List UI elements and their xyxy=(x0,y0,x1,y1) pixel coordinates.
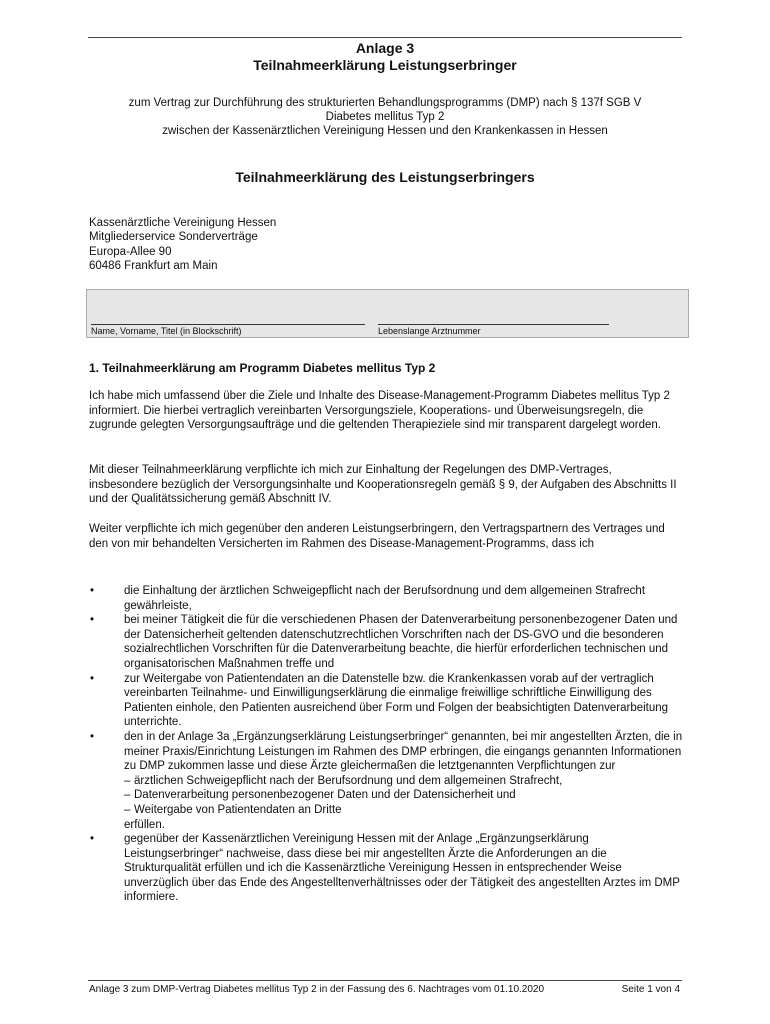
intro-line-2: Diabetes mellitus Typ 2 xyxy=(325,111,445,123)
footer-document-reference: Anlage 3 zum DMP-Vertrag Diabetes mellitus Typ 2 in der Fassung des 6. Nachtrages vom 01.10.2020 xyxy=(89,984,545,995)
section-1-heading: 1. Teilnahmeerklärung am Programm Diabetes mellitus Typ 2 xyxy=(89,361,436,375)
address-line-3: Europa-Allee 90 xyxy=(89,245,172,258)
intro-line-3: zwischen der Kassenärztlichen Vereinigung Hessen und den Krankenkassen in Hessen xyxy=(162,125,608,137)
list-item xyxy=(89,613,683,671)
list-item-text: zur Weitergabe von Patientendaten an die Datenstelle bzw. die Krankenkassen vorab auf der vertraglich vereinbarten Teilnahme- und Einwilligungserklärung die einmalige freiwillige schriftliche Einwilligung des Patienten einhole, den Patienten ausreichend über Form und Folgen der beabsichtigten Datenverarbeitung unterrichte. xyxy=(124,672,669,729)
document-header xyxy=(88,40,682,74)
paragraph-2: Mit dieser Teilnahmeerklärung verpflichte ich mich zur Einhaltung der Regelungen des DMP-Vertrages, insbesondere bezüglich der Versorgungsinhalte und Kooperationsregeln gemäß § 9, der Aufgaben des Abschnitts II und der Qualitätssicherung gemäß Abschnitt IV. xyxy=(89,464,677,506)
sub-item-text: Datenverarbeitung personenbezogener Daten und der Datensicherheit und xyxy=(134,789,516,802)
sub-list-tail: erfüllen. xyxy=(124,818,165,831)
list-item-text: die Einhaltung der ärztlichen Schweigepflicht nach der Berufsordnung und dem allgemeinen Strafrecht gewährleiste, xyxy=(124,585,646,612)
main-heading: Teilnahmeerklärung des Leistungserbringers xyxy=(235,169,535,185)
sub-item-text: ärztlichen Schweigepflicht nach der Berufsordnung und dem allgemeinen Strafrecht, xyxy=(134,774,563,787)
name-field-label: Name, Vorname, Titel (in Blockschrift) xyxy=(91,326,242,336)
top-rule xyxy=(88,37,682,38)
address-line-1: Kassenärztliche Vereinigung Hessen xyxy=(89,217,277,229)
list-item xyxy=(89,832,683,905)
dash-icon: – xyxy=(124,803,131,816)
address-line-2: Mitgliederservice Sonderverträge xyxy=(89,231,258,244)
contract-intro xyxy=(88,96,682,138)
list-item-text: bei meiner Tätigkeit die für die verschiedenen Phasen der Datenverarbeitung personenbezogener Daten und der Datensicherheit geltenden datenschutzrechtlichen Vorschriften nach der DS-GVO und die besonderen sozialrechtlichen Vorschriften für die Datenverarbeitung beachte, die hierfür erforderlichen technischen und organisatorischen Maßnahmen treffe und xyxy=(124,614,678,670)
list-item xyxy=(89,730,683,832)
name-input-line[interactable] xyxy=(91,310,365,325)
footer-rule xyxy=(88,980,682,981)
obligations-list xyxy=(89,584,683,905)
annex-title: Anlage 3 xyxy=(355,40,415,56)
paragraph-3: Weiter verpflichte ich mich gegenüber den anderen Leistungserbringern, den Vertragspartnern des Vertrages und den von mir behandelten Versicherten im Rahmen des Disease-Management-Programms, dass ich xyxy=(89,523,665,550)
list-item xyxy=(89,584,683,613)
address-line-4: 60486 Frankfurt am Main xyxy=(89,259,218,272)
intro-line-1: zum Vertrag zur Durchführung des strukturierten Behandlungsprogramms (DMP) nach § 137f SGB V xyxy=(128,97,642,109)
sub-list-item xyxy=(124,788,683,803)
bullet-icon: • xyxy=(90,730,95,743)
dash-icon: – xyxy=(124,774,131,787)
paragraph-1: Ich habe mich umfassend über die Ziele und Inhalte des Disease-Management-Programm Diabetes mellitus Typ 2 informiert. Die hierbei vertraglich vereinbarten Versorgungsziele, Kooperations- und Überweisungsregeln, die zugrunde gelegten Versorgungsaufträge und die geltenden Therapieziele sind mir transparent dargelegt worden. xyxy=(89,390,670,432)
annex-subtitle: Teilnahmeerklärung Leistungserbringer xyxy=(253,57,517,73)
sub-list-item xyxy=(124,803,683,818)
bullet-icon: • xyxy=(90,585,95,597)
list-item-text: gegenüber der Kassenärztlichen Vereinigung Hessen mit der Anlage „Ergänzungserklärung Leistungserbringer“ nachweise, dass diese bei mir angestellten Ärzte die Anforderungen an die Strukturqualität erfüllen und ich die Kassenärztliche Vereinigung Hessen in entsprechender Weise unverzüglich über das Ende des Angestelltenverhältnisses oder der Tätigkeit des angestellten Arztes im DMP informiere. xyxy=(124,833,680,904)
arztnummer-field-label: Lebenslange Arztnummer xyxy=(378,326,481,336)
sub-list xyxy=(124,774,683,818)
sub-item-text: Weitergabe von Patientendaten an Dritte xyxy=(134,803,342,816)
page-number: Seite 1 von 4 xyxy=(621,984,680,995)
recipient-address xyxy=(89,216,276,273)
participant-form-box xyxy=(86,289,689,338)
sub-list-item xyxy=(124,774,683,789)
bullet-icon: • xyxy=(90,833,95,846)
bullet-icon: • xyxy=(90,672,95,685)
list-item-text: den in der Anlage 3a „Ergänzungserklärung Leistungserbringer“ genannten, bei mir angestellten Ärzten, die in meiner Praxis/Einrichtung Leistungen im Rahmen des DMP erbringen, die eingangs genannten Informationen zu DMP zukommen lasse und diese Ärzte gleichermaßen die letztgenannten Verpflichtungen zur xyxy=(124,730,683,773)
arztnummer-input-line[interactable] xyxy=(378,310,609,325)
dash-icon: – xyxy=(124,789,131,802)
bullet-icon: • xyxy=(90,614,95,627)
list-item xyxy=(89,672,683,730)
